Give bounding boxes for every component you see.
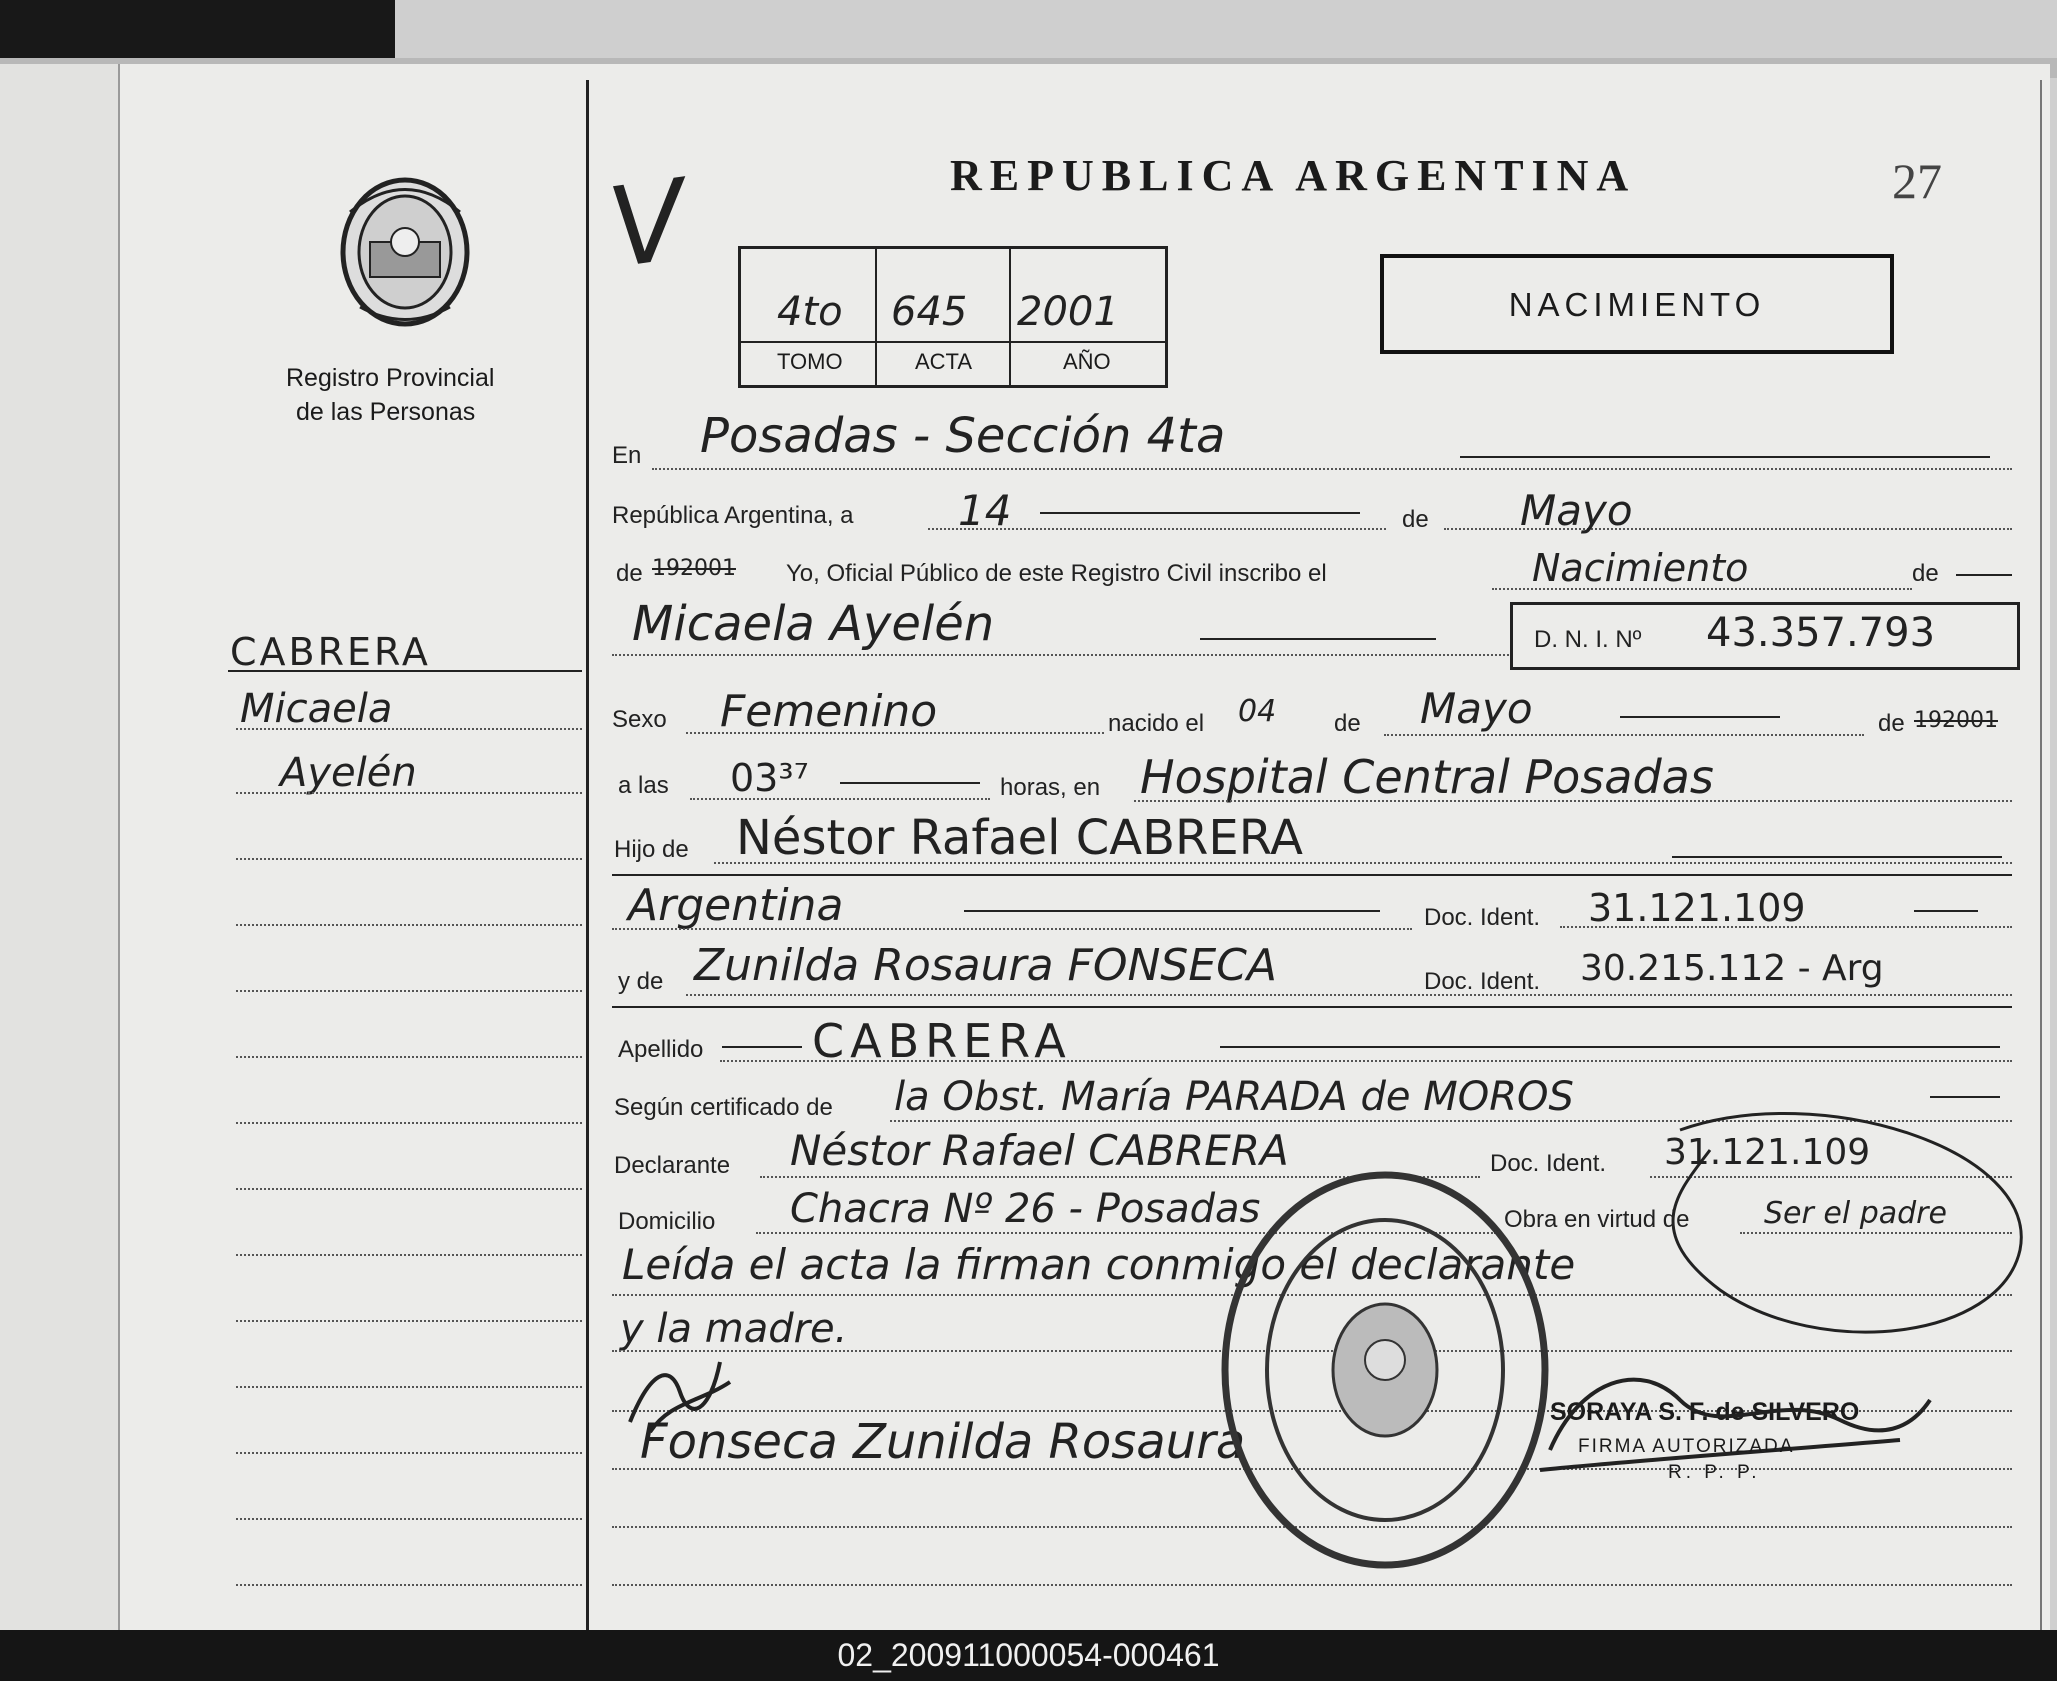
mother-section-rule xyxy=(612,1006,2012,1008)
obra-label: Obra en virtud de xyxy=(1504,1206,1690,1233)
page-gutter xyxy=(0,64,120,1630)
dni-label: D. N. I. Nº xyxy=(1534,626,1642,653)
domicilio-value: Chacra Nº 26 - Posadas xyxy=(790,1186,1261,1232)
record-divider-1 xyxy=(875,249,877,385)
father-doc: 31.121.109 xyxy=(1588,886,1806,930)
birth-month-de-label: de xyxy=(1334,710,1361,737)
margin-second-name: Ayelén xyxy=(280,750,417,796)
nacido-label: nacido el xyxy=(1108,710,1205,737)
official-name: SORAYA S. F. de SILVERO xyxy=(1550,1398,1860,1426)
mother-signature: Fonseca Zunilda Rosaura xyxy=(640,1414,1246,1470)
apellido-fill-line xyxy=(1220,1046,2000,1048)
scan-background-corner xyxy=(0,0,395,66)
father-nationality-fill-line xyxy=(964,910,1380,912)
margin-line-2 xyxy=(236,728,582,730)
father-section-rule xyxy=(612,874,2012,876)
official-org: R. P. P. xyxy=(1668,1462,1761,1483)
certificado-value: la Obst. María PARADA de MOROS xyxy=(894,1074,1574,1120)
inscribo-value: Nacimiento xyxy=(1532,546,1749,590)
declarante-doc: 31.121.109 xyxy=(1664,1132,1871,1173)
inscribo-de-label: de xyxy=(1912,560,1939,587)
margin-line-15 xyxy=(236,1584,582,1586)
margin-line-8 xyxy=(236,1122,582,1124)
obra-value: Ser el padre xyxy=(1764,1196,1947,1231)
margin-line-10 xyxy=(236,1254,582,1256)
page-number: 27 xyxy=(1892,153,1942,209)
y-de-label: y de xyxy=(618,968,664,995)
margin-line-13 xyxy=(236,1452,582,1454)
margin-line-7 xyxy=(236,1056,582,1058)
father-nationality: Argentina xyxy=(628,880,844,931)
margin-surname: CABRERA xyxy=(230,630,431,674)
year-value: 192001 xyxy=(652,556,736,581)
father-doc-label: Doc. Ident. xyxy=(1424,904,1541,931)
registry-name-line1: Registro Provincial xyxy=(286,364,495,392)
hour-value: 03³⁷ xyxy=(730,756,809,800)
apellido-lead-line xyxy=(722,1046,802,1048)
ano-value: 2001 xyxy=(1017,289,1119,335)
birth-month-dots xyxy=(1384,734,1864,736)
signature-flourish xyxy=(1620,1090,2040,1360)
page-right-edge xyxy=(2040,80,2042,1630)
mother-doc: 30.215.112 - Arg xyxy=(1580,948,1884,989)
ano-label: AÑO xyxy=(1063,349,1111,374)
record-label-divider xyxy=(741,341,1165,343)
en-fill-line xyxy=(1460,456,1990,458)
hour-fill-line xyxy=(840,782,980,784)
father-name: Néstor Rafael CABRERA xyxy=(736,810,1303,866)
check-mark: V xyxy=(601,155,694,293)
sexo-value: Femenino xyxy=(720,686,938,737)
registry-round-stamp xyxy=(1210,1160,1560,1580)
birth-place: Hospital Central Posadas xyxy=(1140,750,1714,804)
father-dots xyxy=(714,862,2012,864)
tomo-label: TOMO xyxy=(777,349,843,374)
mother-name: Zunilda Rosaura FONSECA xyxy=(694,940,1277,991)
child-name-dots xyxy=(612,654,1512,656)
inscribo-fill-line xyxy=(1956,574,2012,576)
document-type-box xyxy=(1380,254,1894,354)
dni-value: 43.357.793 xyxy=(1706,610,1936,656)
en-dots xyxy=(652,468,2012,470)
en-label: En xyxy=(612,442,642,469)
margin-line-4 xyxy=(236,858,582,860)
closing-note-line1: Leída el acta la firman conmigo el declarante xyxy=(622,1240,1576,1289)
father-fill-line xyxy=(1672,856,2002,858)
father-doc-fill-line xyxy=(1914,910,1978,912)
mother-dots xyxy=(686,994,2012,996)
birth-year: 192001 xyxy=(1914,708,1998,733)
certificado-label: Según certificado de xyxy=(614,1094,833,1121)
en-value: Posadas - Sección 4ta xyxy=(700,408,1226,464)
image-id-caption: 02_200911000054-000461 xyxy=(0,1630,2057,1681)
day-value: 14 xyxy=(958,486,1012,535)
margin-line-12 xyxy=(236,1386,582,1388)
misiones-seal-logo xyxy=(330,172,480,332)
month-de-label: de xyxy=(1402,506,1429,533)
year-de-label: de xyxy=(616,560,643,587)
mother-doc-label: Doc. Ident. xyxy=(1424,968,1541,995)
margin-line-5 xyxy=(236,924,582,926)
apellido-value: CABRERA xyxy=(812,1014,1072,1068)
domicilio-label: Domicilio xyxy=(618,1208,716,1235)
day-fill-line xyxy=(1040,512,1360,514)
hour-dots xyxy=(690,798,990,800)
document-type: NACIMIENTO xyxy=(1508,286,1766,323)
official-role: FIRMA AUTORIZADA xyxy=(1578,1436,1795,1457)
republica-label: República Argentina, a xyxy=(612,502,854,529)
child-name-fill-line xyxy=(1200,638,1436,640)
margin-line-14 xyxy=(236,1518,582,1520)
birth-day: 04 xyxy=(1238,694,1277,729)
horas-label: horas, en xyxy=(1000,774,1101,801)
acta-value: 645 xyxy=(891,289,968,335)
child-name: Micaela Ayelén xyxy=(632,596,995,652)
hijo-label: Hijo de xyxy=(614,836,689,863)
a-las-label: a las xyxy=(618,772,669,799)
acta-label: ACTA xyxy=(915,349,973,374)
apellido-dots xyxy=(720,1060,2012,1062)
birth-place-dots xyxy=(1134,800,2012,802)
document-title: REPUBLICA ARGENTINA xyxy=(950,151,1637,200)
sexo-label: Sexo xyxy=(612,706,667,733)
father-doc-dots xyxy=(1560,926,2012,928)
declarante-doc-label: Doc. Ident. xyxy=(1490,1150,1607,1177)
record-number-box xyxy=(738,246,1168,388)
birth-year-label: de xyxy=(1878,710,1905,737)
inscribo-label: Yo, Oficial Público de este Registro Civil inscribo el xyxy=(786,560,1327,587)
birth-month: Mayo xyxy=(1420,684,1533,733)
margin-line-3 xyxy=(236,792,582,794)
month-value: Mayo xyxy=(1520,486,1633,535)
margin-line-6 xyxy=(236,990,582,992)
tomo-value: 4to xyxy=(777,289,843,335)
father-nationality-dots xyxy=(612,928,1412,930)
closing-note-line2: y la madre. xyxy=(620,1306,848,1352)
declarante-label: Declarante xyxy=(614,1152,731,1179)
margin-line-9 xyxy=(236,1188,582,1190)
margin-surname-line xyxy=(228,670,582,672)
margin-first-name: Micaela xyxy=(240,686,393,732)
registry-name-line2: de las Personas xyxy=(296,398,476,426)
birth-month-fill-line xyxy=(1620,716,1780,718)
margin-line-11 xyxy=(236,1320,582,1322)
declarante-value: Néstor Rafael CABRERA xyxy=(790,1126,1289,1175)
column-divider xyxy=(586,80,589,1630)
blank-line-4 xyxy=(612,1584,2012,1586)
apellido-label: Apellido xyxy=(618,1036,704,1063)
record-divider-2 xyxy=(1009,249,1011,385)
